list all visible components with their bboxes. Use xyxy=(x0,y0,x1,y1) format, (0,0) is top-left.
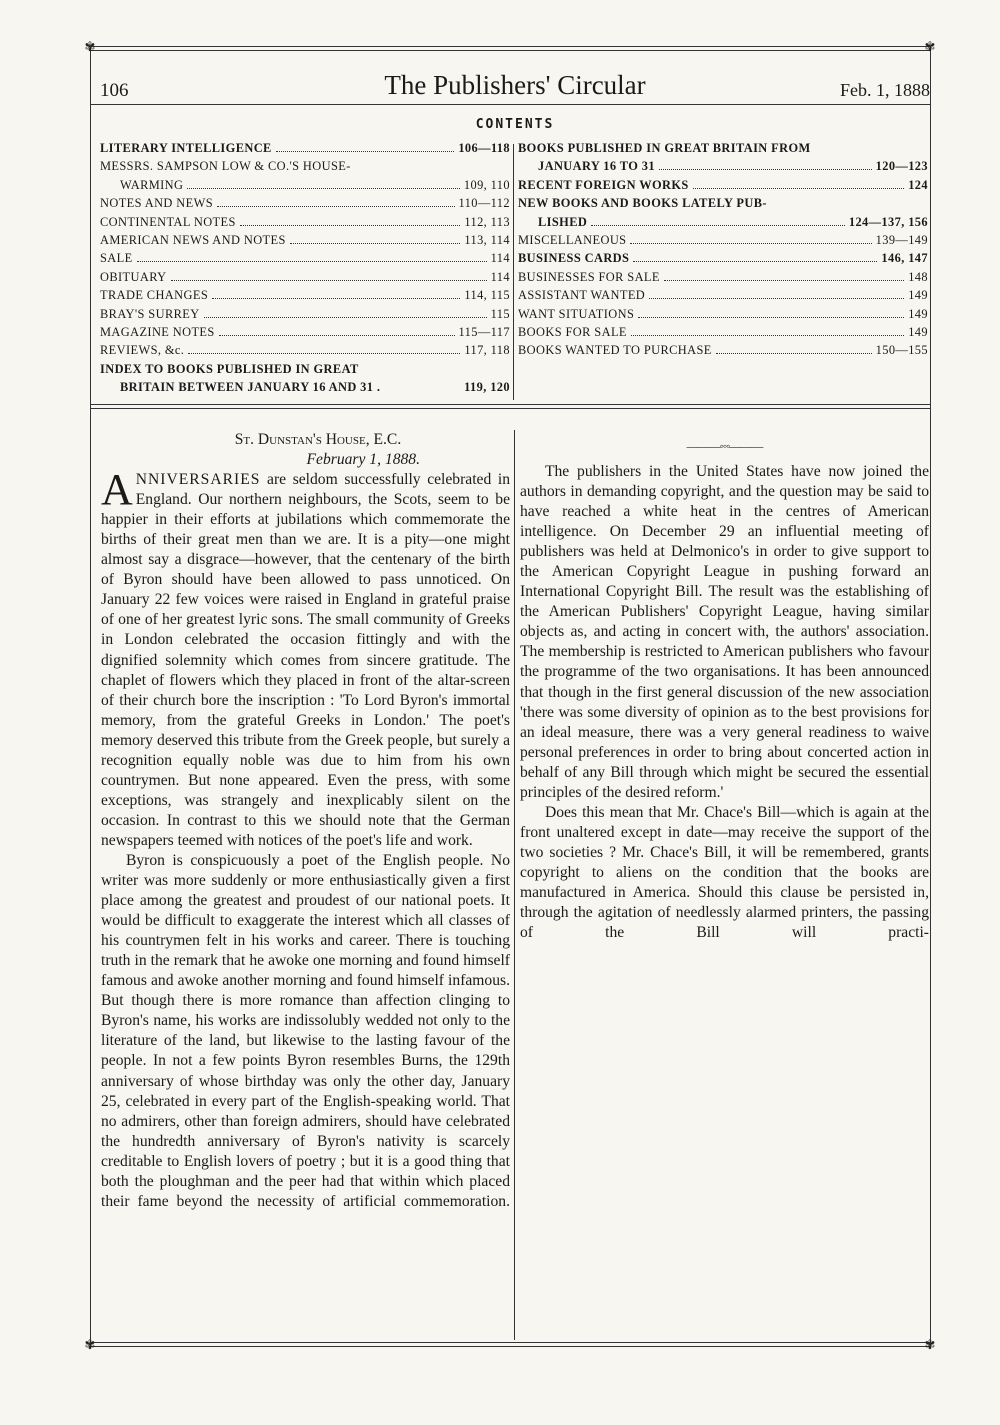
contents-list-left xyxy=(100,141,510,398)
contents-entry xyxy=(100,233,510,251)
contents-entry xyxy=(100,270,510,288)
dot-leader xyxy=(212,298,460,299)
contents-entry xyxy=(518,196,928,214)
contents-bottom-rule-inner xyxy=(90,408,930,409)
contents-entry xyxy=(100,196,510,214)
contents-entry xyxy=(518,178,928,196)
dot-leader xyxy=(693,188,904,189)
dot-leader xyxy=(188,353,460,354)
contents-entry-pages: 120—123 xyxy=(875,159,928,174)
dot-leader xyxy=(631,335,904,336)
dot-leader xyxy=(171,280,487,281)
dot-leader xyxy=(638,317,904,318)
publication-title: The Publishers' Circular xyxy=(384,70,646,100)
paragraph: Does this mean that Mr. Chace's Bill—which is again at the front unaltered except in date—may receive the support of the two societies ? Mr. Chace's Bill, it will be remembered, grants copyright to aliens on the condition that the books are manufactured in America. Should this clause be persisted in, through the agitation of needlessly alarmed printers, the passing of the Bill will practi- xyxy=(520,803,929,942)
contents-entry-pages: 114 xyxy=(490,251,510,266)
contents-entry-title: SALE xyxy=(100,251,133,266)
contents-entry xyxy=(100,159,510,177)
header-rule xyxy=(90,104,930,105)
dot-leader xyxy=(716,353,872,354)
contents-entry-pages: 148 xyxy=(908,269,928,284)
corner-ornament-icon: ✾ xyxy=(924,1337,936,1352)
dot-leader xyxy=(240,225,461,226)
contents-entry-title: NOTES AND NEWS xyxy=(100,196,213,211)
contents-entry-pages: 150—155 xyxy=(875,343,928,358)
top-rule-inner xyxy=(90,50,930,51)
lead-word: NNIVERSARIES xyxy=(135,471,261,489)
contents-entry-title: BOOKS PUBLISHED IN GREAT BRITAIN FROM xyxy=(518,141,811,155)
dot-leader xyxy=(276,151,455,152)
dot-leader xyxy=(649,298,904,299)
contents-entry-title: RECENT FOREIGN WORKS xyxy=(518,177,689,192)
issue-date: Feb. 1, 1888 xyxy=(840,80,930,100)
dateline: St. Dunstan's House, E.C. xyxy=(234,431,402,448)
contents-entry-pages: 112, 113 xyxy=(464,214,510,229)
contents-entry-pages: 139—149 xyxy=(875,232,928,247)
corner-ornament-icon: ✾ xyxy=(84,39,96,54)
contents-bottom-rule xyxy=(90,404,930,405)
contents-entry xyxy=(100,380,510,398)
dot-leader xyxy=(187,188,460,189)
dot-leader xyxy=(633,261,877,262)
contents-heading: CONTENTS xyxy=(475,117,555,132)
paragraph xyxy=(101,465,510,851)
contents-entry-pages: 115 xyxy=(490,306,510,321)
contents-entry-title: WANT SITUATIONS xyxy=(518,306,635,321)
paragraph: Byron is conspicuously a poet of the English people. No writer was more suddenly or more enthusiastically given a first place among the greatest and proudest of our national poets. It would be difficult to exaggerate the interest which all classes of his countrymen felt in his works and career. There is touching truth in the remark that he awoke one morning and found himself famous and awoke another morning and found himself infamous. But though there is more romance than affection clinging to Byron's name, his works are indissolubly wedded not only to the literature of the land, but likewise to the lasting favour of the people. In not a few points Byron resembles Burns, the 129th anniversary of whose birthday was only the other day, January 25, celebrated in every part of the English-speaking world. That no admirers, other than foreign admirers, should have celebrated the hundredth anniversary of Byron's nativity is scarcely creditable to English lovers of poetry ; but it is a good thing that both the ploughman and the peer had that within which placed their fame beyond the necessity of artificial commemoration. xyxy=(101,851,510,1210)
dot-leader xyxy=(630,243,871,244)
contents-entry-pages: 110—112 xyxy=(458,196,510,211)
contents-entry-title: TRADE CHANGES xyxy=(100,288,209,303)
article-date: February 1, 1888. xyxy=(306,451,420,469)
contents-entry xyxy=(518,343,928,361)
dot-leader xyxy=(659,169,872,170)
paragraph: The publishers in the United States have now joined the authors in demanding copyright, and the question may be said to have reached a white heat in the centres of American intelligence. On December 29 an influential meeting of publishers was held at Delmonico's in order to give support to the American Copyright League in pushing forward an International Copyright Bill. The result was the establishing of the American Publishers' Copyright League, having similar objects as, and acting in concert with, the authors' association. The membership is restricted to American publishers who favour the programme of the two organisations. It has been announced that though in the first general discussion of the new association 'there was some diversity of opinion as to the best provisions for an ideal measure, there was a very general readiness to waive personal preferences in order to bring about concerted action in behalf of any Bill through which might be secured the essential principles of the desired reform.' xyxy=(520,463,929,801)
contents-entry-title: ASSISTANT WANTED xyxy=(518,288,646,303)
contents-entry-title: AMERICAN NEWS AND NOTES xyxy=(100,232,286,247)
contents-entry-pages: 119, 120 xyxy=(464,380,510,395)
contents-entry-title: LITERARY INTELLIGENCE xyxy=(100,141,272,155)
contents-entry-title: MISCELLANEOUS xyxy=(518,232,627,247)
contents-entry xyxy=(100,343,510,361)
contents-entry-title: BUSINESSES FOR SALE xyxy=(518,269,660,284)
dot-leader xyxy=(591,225,845,226)
contents-entry-title: LISHED xyxy=(538,214,588,229)
paragraph-text: are seldom successfully celebrated in England. Our northern neighbours, the Scots, seem to be happier in their efforts at jubilations which commemorate the births of their great men than we are. It is a pity—one might almost say a disgrace—however, that the centenary of the birth of Byron should have been allowed to pass unnoticed. On January 22 few voices were raised in England in grateful praise of one of her greatest lyric sons. The small community of Greeks in London celebrated the occasion fittingly and with the dignified solemnity which comes from sincere gratitude. The chaplet of flowers which they placed in front of the altar-screen of their church bore the inscription : 'To Lord Byron's immortal memory, from the grateful Greeks in London.' The poet's memory deserved this tribute from the Greek people, but surely a recognition equally noble was due to him from his own countrymen. But none appeared. Even the press, with some exceptions, was strangely and inexplicably silent on the occasion. In contrast to this we should note that the German newspapers teemed with notices of the poet's life and work. xyxy=(101,471,510,849)
contents-entry-title: NEW BOOKS AND BOOKS LATELY PUB- xyxy=(518,196,767,211)
contents-entry xyxy=(518,251,928,269)
contents-entry-title: BOOKS WANTED TO PURCHASE xyxy=(518,343,712,358)
contents-entry-pages: 149 xyxy=(908,288,928,303)
corner-ornament-icon: ✾ xyxy=(924,39,936,54)
contents-entry-title: REVIEWS, &c. xyxy=(100,343,185,358)
contents-entry xyxy=(100,178,510,196)
contents-entry-title: CONTINENTAL NOTES xyxy=(100,214,236,229)
contents-entry xyxy=(100,288,510,306)
article-column-left xyxy=(101,430,510,1212)
dot-leader xyxy=(290,243,461,244)
contents-entry-pages: 113, 114 xyxy=(464,232,510,247)
corner-ornament-icon: ✾ xyxy=(84,1337,96,1352)
contents-entry-title: BOOKS FOR SALE xyxy=(518,324,627,339)
contents-entry xyxy=(100,141,510,159)
contents-entry xyxy=(518,233,928,251)
contents-entry-pages: 146, 147 xyxy=(881,251,928,266)
dot-leader xyxy=(664,280,904,281)
contents-entry xyxy=(518,159,928,177)
top-rule xyxy=(90,46,930,47)
dot-leader xyxy=(217,206,455,207)
contents-entry-title: MESSRS. SAMPSON LOW & CO.'S HOUSE- xyxy=(100,159,351,174)
left-frame-rule xyxy=(90,46,91,1346)
section-divider-ornament: ———◦◦◦——— xyxy=(686,439,763,453)
contents-entry-title: BRITAIN BETWEEN JANUARY 16 AND 31 . xyxy=(120,380,381,395)
contents-list-right xyxy=(518,141,928,362)
dot-leader xyxy=(219,335,455,336)
contents-column-rule xyxy=(513,144,514,400)
contents-entry xyxy=(100,362,510,380)
contents-entry xyxy=(100,215,510,233)
right-frame-rule xyxy=(930,46,931,1346)
contents-entry xyxy=(518,325,928,343)
contents-entry xyxy=(518,288,928,306)
contents-entry-title: OBITUARY xyxy=(100,269,167,284)
contents-entry xyxy=(518,215,928,233)
contents-entry-pages: 106—118 xyxy=(458,141,510,155)
page-number: 106 xyxy=(100,80,129,101)
contents-entry-title: INDEX TO BOOKS PUBLISHED IN GREAT xyxy=(100,361,359,376)
contents-entry xyxy=(100,325,510,343)
bottom-rule xyxy=(90,1342,930,1343)
contents-entry xyxy=(518,141,928,159)
dot-leader xyxy=(137,261,487,262)
running-header xyxy=(100,70,930,100)
contents-entry-pages: 124—137, 156 xyxy=(848,214,928,229)
contents-entry-pages: 109, 110 xyxy=(463,177,510,192)
contents-entry-pages: 117, 118 xyxy=(464,343,510,358)
contents-entry-title: MAGAZINE NOTES xyxy=(100,324,215,339)
contents-entry-title: JANUARY 16 TO 31 xyxy=(538,159,655,174)
contents-entry-title: BUSINESS CARDS xyxy=(518,251,630,266)
contents-entry-pages: 149 xyxy=(908,306,928,321)
contents-entry-pages: 114 xyxy=(490,269,510,284)
article-column-right xyxy=(520,430,929,943)
contents-entry-title: WARMING xyxy=(120,177,184,192)
drop-cap: A xyxy=(101,465,133,515)
dot-leader xyxy=(204,317,487,318)
contents-entry xyxy=(100,307,510,325)
contents-entry-title: BRAY'S SURREY xyxy=(100,306,200,321)
article-column-rule xyxy=(514,430,515,1340)
contents-entry xyxy=(518,270,928,288)
contents-entry-pages: 114, 115 xyxy=(464,288,510,303)
contents-entry xyxy=(518,307,928,325)
contents-entry-pages: 149 xyxy=(908,324,928,339)
bottom-rule-inner xyxy=(90,1346,930,1347)
contents-entry xyxy=(100,251,510,269)
contents-entry-pages: 115—117 xyxy=(458,324,510,339)
contents-entry-pages: 124 xyxy=(908,177,928,192)
